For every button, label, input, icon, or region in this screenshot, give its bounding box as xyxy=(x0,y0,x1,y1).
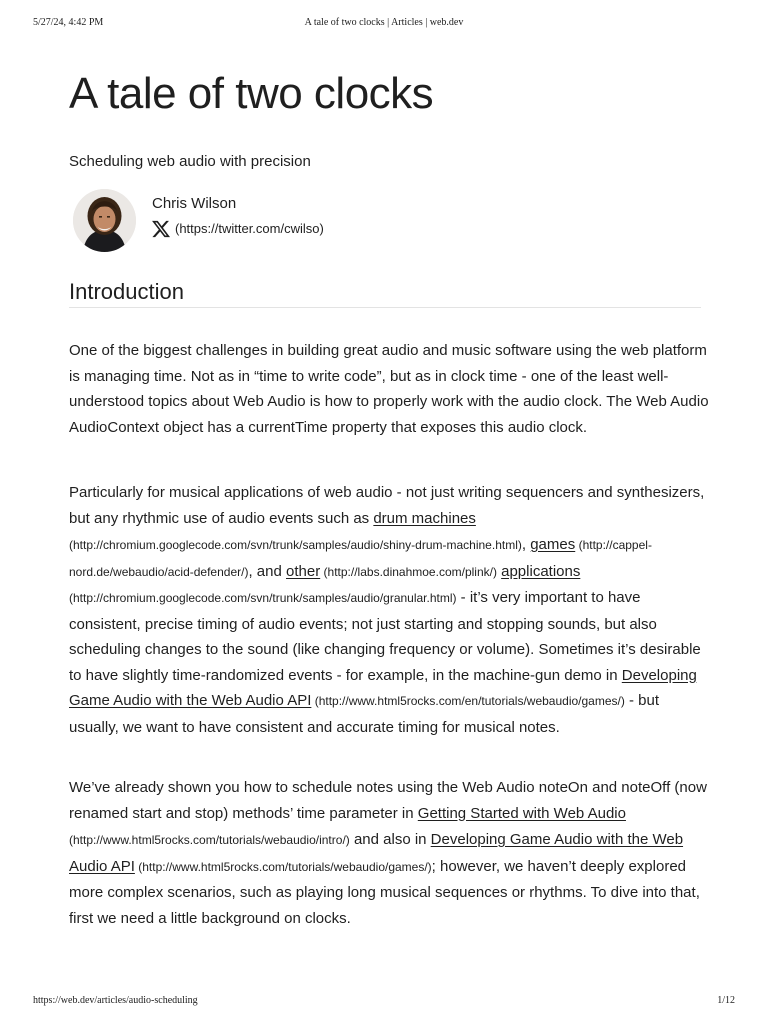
paragraph-text: - it’s very important to have consistent, precise timing of audio events; not just starting and stopping sounds, but also scheduling changes to the sound (like changing frequency or volume). Sometimes it’s desirable to have slightly time-randomized events - for example, in the machine-gun demo in xyxy=(69,589,701,684)
author-name: Chris Wilson xyxy=(152,195,237,212)
article-title: A tale of two clocks xyxy=(69,69,434,118)
link-getting-started-web-audio[interactable]: Getting Started with Web Audio xyxy=(417,804,626,822)
paragraph-timing xyxy=(69,480,709,740)
paragraph-text: , xyxy=(521,536,531,553)
link-games[interactable]: games xyxy=(530,536,576,553)
paragraph-text: Particularly for musical applications of web audio - not just writing sequencers and synthesizers, but any rhythmic use of audio events such as xyxy=(69,484,705,527)
paragraph-text: We’ve already shown you how to schedule notes using the Web Audio noteOn and noteOff (now renamed start and stop) methods’ time parameter in xyxy=(69,779,707,822)
link-url-note: (http://www.html5rocks.com/tutorials/webaudio/games/) xyxy=(134,859,432,874)
link-developing-game-audio[interactable]: Developing Game Audio with the Web Audio API xyxy=(69,666,697,709)
link-url-note: (http://labs.dinahmoe.com/plink/) xyxy=(320,564,497,579)
link-url-note: (http://chromium.googlecode.com/svn/trunk/samples/audio/granular.html) xyxy=(69,591,457,605)
link-drum-machines[interactable]: drum machines xyxy=(373,509,476,527)
print-footer xyxy=(33,995,735,1009)
print-datetime: 5/27/24, 4:42 PM xyxy=(33,17,104,28)
link-url-note: (http://www.html5rocks.com/en/tutorials/webaudio/games/) xyxy=(311,694,625,708)
link-url-note: (http://chromium.googlecode.com/svn/trunk/samples/audio/shiny-drum-machine.html) xyxy=(69,538,522,552)
author-social-url: (https://twitter.com/cwilso) xyxy=(175,221,324,236)
link-other[interactable]: other xyxy=(286,562,321,580)
print-page-number: 1/12 xyxy=(717,995,735,1006)
paragraph-text: and also in xyxy=(349,831,431,848)
link-url-note: (http://www.html5rocks.com/tutorials/webaudio/intro/) xyxy=(69,833,350,847)
section-heading-introduction: Introduction xyxy=(69,279,184,304)
paragraph-intro: One of the biggest challenges in building great audio and music software using the web platform is managing time. Not as in “time to write code”, but as in clock time - one of the least well-understood topics about Web Audio is how to properly work with the audio clock. The Web Audio AudioContext object has a currentTime property that exposes this audio clock. xyxy=(69,342,709,436)
article-subtitle: Scheduling web audio with precision xyxy=(69,153,311,170)
print-doc-title: A tale of two clocks | Articles | web.dev xyxy=(304,17,464,28)
section-divider xyxy=(69,307,701,308)
author-avatar xyxy=(73,189,136,252)
link-url-note: (http://cappel-nord.de/webaudio/acid-defender/) xyxy=(69,538,652,579)
paragraph-scheduling xyxy=(69,775,709,931)
paragraph-text: ; however, we haven’t deeply explored more complex scenarios, such as playing long musical sequences or rhythms. To dive into that, first we need a little background on clocks. xyxy=(69,857,700,927)
author-social[interactable] xyxy=(151,219,324,239)
paragraph-text: , and xyxy=(248,562,286,580)
print-header xyxy=(33,17,735,31)
link-applications[interactable]: applications xyxy=(501,562,581,580)
link-developing-game-audio-2[interactable]: Developing Game Audio with the Web Audio API xyxy=(69,831,684,875)
print-page-url: https://web.dev/articles/audio-scheduling xyxy=(33,995,198,1006)
paragraph-text: - but usually, we want to have consistent and accurate timing for musical notes. xyxy=(69,692,660,736)
x-twitter-icon[interactable] xyxy=(151,219,171,239)
